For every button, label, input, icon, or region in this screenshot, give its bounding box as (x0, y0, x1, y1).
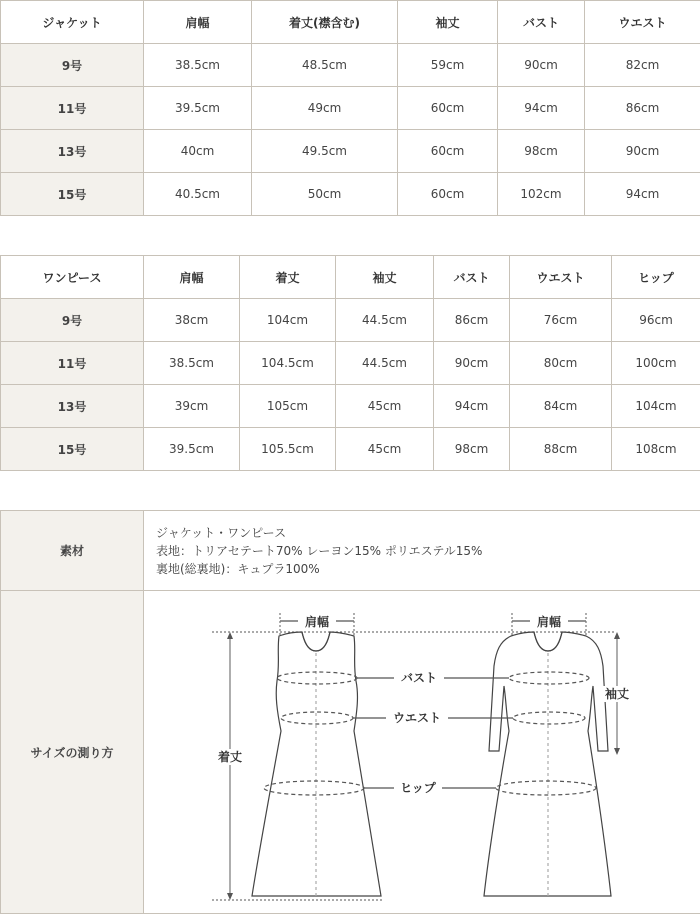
table-cell: 102cm (498, 173, 585, 216)
table-cell: 86cm (585, 87, 700, 130)
table-cell: 98cm (498, 130, 585, 173)
bust-ellipse (277, 672, 357, 684)
table-cell: 82cm (585, 44, 700, 87)
jacket-header-cell: バスト (498, 1, 585, 44)
jacket-header-cell: ジャケット (1, 1, 144, 44)
material-row (1, 511, 700, 591)
bust-label: バスト (400, 671, 438, 685)
waist-ellipse (513, 712, 585, 724)
table-cell: 39cm (144, 385, 240, 428)
arrow-head (227, 632, 233, 639)
table-row (1, 385, 700, 428)
table-cell: 94cm (585, 173, 700, 216)
table-row (1, 428, 700, 471)
table-cell: 88cm (510, 428, 612, 471)
size-label: 13号 (1, 385, 144, 428)
table-cell: 100cm (612, 342, 700, 385)
table-cell: 50cm (252, 173, 398, 216)
material-text (144, 511, 700, 591)
table-cell: 98cm (434, 428, 510, 471)
shoulder-label-right: 肩幅 (536, 615, 562, 629)
onepiece-header-row (1, 256, 700, 299)
table-cell: 40cm (144, 130, 252, 173)
arrow-head (614, 748, 620, 755)
table-cell: 44.5cm (336, 299, 434, 342)
table-cell: 90cm (585, 130, 700, 173)
onepiece-header-cell: ヒップ (612, 256, 700, 299)
table-cell: 94cm (498, 87, 585, 130)
table-cell: 94cm (434, 385, 510, 428)
jacket-header-cell: 袖丈 (398, 1, 498, 44)
onepiece-header-cell: 袖丈 (336, 256, 434, 299)
material-label: 素材 (1, 511, 144, 591)
size-label: 15号 (1, 428, 144, 471)
table-cell: 59cm (398, 44, 498, 87)
product-info-table (0, 510, 700, 914)
hip-label: ヒップ (400, 781, 436, 795)
table-cell: 104.5cm (240, 342, 336, 385)
table-cell: 80cm (510, 342, 612, 385)
table-cell: 104cm (240, 299, 336, 342)
table-cell: 49cm (252, 87, 398, 130)
size-label: 9号 (1, 44, 144, 87)
table-cell: 105.5cm (240, 428, 336, 471)
measure-label: サイズの測り方 (1, 591, 144, 914)
table-row (1, 44, 700, 87)
table-cell: 45cm (336, 428, 434, 471)
size-label: 15号 (1, 173, 144, 216)
sleeve-label: 袖丈 (604, 687, 630, 701)
table-row (1, 173, 700, 216)
onepiece-size-table (0, 255, 700, 471)
table-row (1, 342, 700, 385)
onepiece-header-cell: 肩幅 (144, 256, 240, 299)
table-cell: 60cm (398, 87, 498, 130)
material-line: 裏地(総裏地)：キュプラ100% (156, 561, 320, 576)
table-cell: 105cm (240, 385, 336, 428)
onepiece-header-cell: ワンピース (1, 256, 144, 299)
size-label: 11号 (1, 87, 144, 130)
table-cell: 76cm (510, 299, 612, 342)
neckline (534, 632, 562, 651)
size-label: 11号 (1, 342, 144, 385)
table-cell: 90cm (434, 342, 510, 385)
table-cell: 38cm (144, 299, 240, 342)
table-cell: 49.5cm (252, 130, 398, 173)
table-row (1, 299, 700, 342)
onepiece-header-cell: バスト (434, 256, 510, 299)
table-cell: 39.5cm (144, 428, 240, 471)
measure-diagram-cell (144, 591, 700, 914)
waist-ellipse (281, 712, 353, 724)
table-cell: 44.5cm (336, 342, 434, 385)
jacket-size-table (0, 0, 700, 216)
table-cell: 108cm (612, 428, 700, 471)
table-cell: 38.5cm (144, 44, 252, 87)
size-label: 13号 (1, 130, 144, 173)
jacket-header-cell: ウエスト (585, 1, 700, 44)
measurement-diagram (144, 591, 699, 913)
size-label: 9号 (1, 299, 144, 342)
table-cell: 40.5cm (144, 173, 252, 216)
neckline (302, 632, 330, 651)
length-label: 着丈 (217, 750, 243, 764)
material-line: ジャケット・ワンピース (156, 525, 287, 540)
table-cell: 39.5cm (144, 87, 252, 130)
arrow-head (614, 632, 620, 639)
jacket-header-cell: 着丈(襟含む) (252, 1, 398, 44)
table-cell: 84cm (510, 385, 612, 428)
table-cell: 60cm (398, 130, 498, 173)
table-row (1, 130, 700, 173)
jacket-header-cell: 肩幅 (144, 1, 252, 44)
table-cell: 104cm (612, 385, 700, 428)
table-cell: 90cm (498, 44, 585, 87)
onepiece-header-cell: 着丈 (240, 256, 336, 299)
table-cell: 86cm (434, 299, 510, 342)
onepiece-header-cell: ウエスト (510, 256, 612, 299)
table-row (1, 87, 700, 130)
table-cell: 96cm (612, 299, 700, 342)
table-cell: 45cm (336, 385, 434, 428)
table-cell: 48.5cm (252, 44, 398, 87)
waist-label: ウエスト (392, 711, 442, 725)
shoulder-label-left: 肩幅 (304, 615, 330, 629)
measure-row (1, 591, 700, 914)
material-line: 表地：トリアセテート70% レーヨン15% ポリエステル15% (156, 543, 483, 558)
jacket-header-row (1, 1, 700, 44)
table-cell: 38.5cm (144, 342, 240, 385)
table-cell: 60cm (398, 173, 498, 216)
hip-ellipse (496, 781, 596, 795)
hip-ellipse (264, 781, 364, 795)
bust-ellipse (509, 672, 589, 684)
arrow-head (227, 893, 233, 900)
